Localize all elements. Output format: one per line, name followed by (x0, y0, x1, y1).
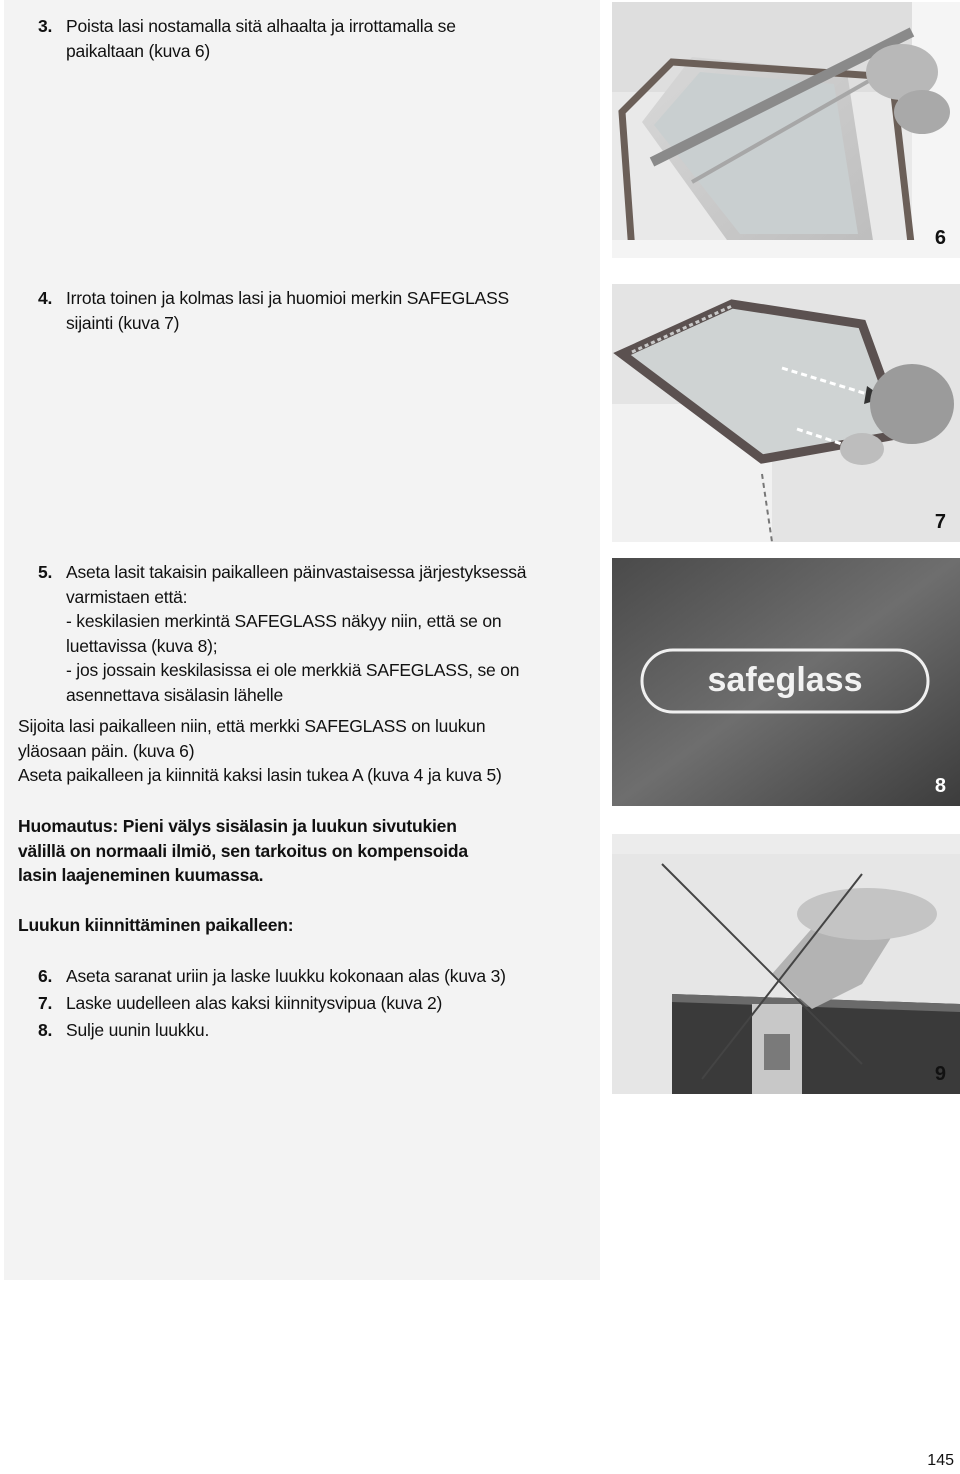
step-text: Poista lasi nostamalla sitä alhaalta ja irrottamalla se paikaltaan (kuva 6) (66, 16, 456, 61)
figure-6-illustration (612, 2, 960, 258)
step-text: Sulje uunin luukku. (66, 1020, 210, 1040)
figure-7-illustration (612, 284, 960, 542)
figure-7 (612, 284, 960, 542)
figure-9 (612, 834, 960, 1094)
figure-9-illustration (612, 834, 960, 1094)
figure-label: 8 (934, 775, 946, 797)
step-number: 8. (38, 1020, 53, 1040)
figure-label: 6 (934, 227, 946, 249)
step-6 (38, 964, 506, 989)
figure-8 (612, 558, 960, 806)
placement-paragraph: Sijoita lasi paikalleen niin, että merkki SAFEGLASS on luukun yläosaan päin. (kuva 6) Aseta paikalleen ja kiinnitä kaksi lasin tukea A (kuva 4 ja kuva 5) (18, 716, 502, 785)
figure-6 (612, 2, 960, 258)
step-number: 7. (38, 993, 53, 1013)
step-number: 4. (38, 288, 53, 308)
section-heading: Luukun kiinnittäminen paikalleen: (18, 915, 294, 935)
step-text: Aseta saranat uriin ja laske luukku kokonaan alas (kuva 3) (66, 966, 506, 986)
step-text: Laske uudelleen alas kaksi kiinnitysvipua (kuva 2) (66, 993, 443, 1013)
step-text: Irrota toinen ja kolmas lasi ja huomioi merkin SAFEGLASS sijainti (kuva 7) (66, 288, 510, 333)
step-5 (38, 560, 526, 707)
page-number: 145 (927, 1452, 954, 1469)
step-number: 5. (38, 562, 53, 582)
step-number: 6. (38, 966, 53, 986)
step-3 (38, 14, 456, 63)
figure-8-illustration (612, 558, 960, 806)
figure-label: 9 (934, 1063, 946, 1085)
step-8 (38, 1018, 209, 1043)
step-number: 3. (38, 16, 53, 36)
step-7 (38, 991, 442, 1016)
step-4 (38, 286, 509, 335)
step-text: Aseta lasit takaisin paikalleen päinvastaisessa järjestyksessä varmistaen että: - keskilasien merkintä SAFEGLASS näkyy niin, että se on luettavissa (kuva 8); - jos jossain keskilasissa ei ole merkkiä SAFEGLASS, se on asennettava sisälasin lähelle (66, 562, 527, 705)
note-paragraph: Huomautus: Pieni välys sisälasin ja luukun sivutukien välillä on normaali ilmiö, sen tarkoitus on kompensoida lasin laajeneminen kuumassa. (18, 816, 468, 885)
figure-label: 7 (934, 511, 946, 533)
safeglass-badge-text: safeglass (707, 661, 863, 699)
